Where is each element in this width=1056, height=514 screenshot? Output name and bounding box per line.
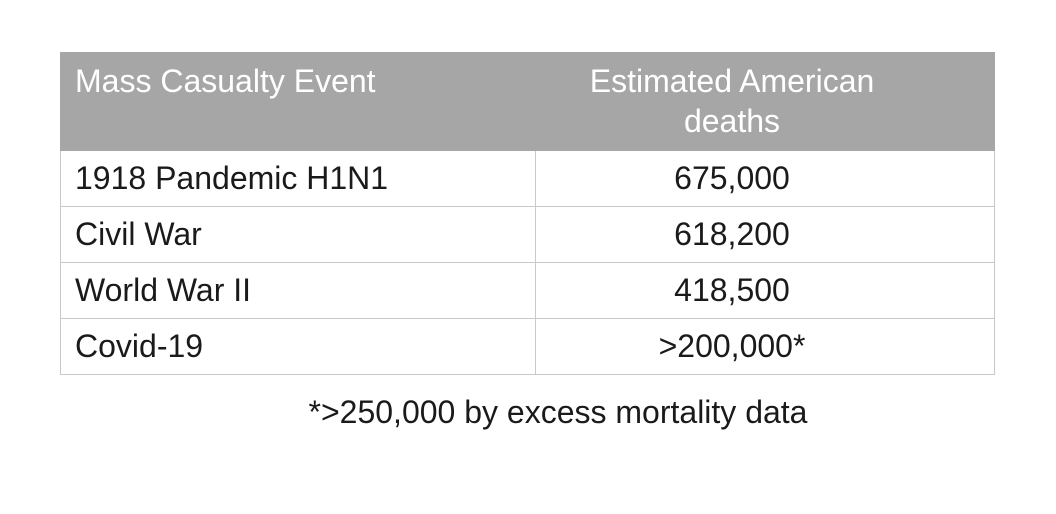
table-row [61, 263, 995, 319]
event-cell: Covid-19 [61, 319, 536, 375]
header-row [61, 53, 995, 151]
casualty-table [60, 52, 995, 375]
footnote: *>250,000 by excess mortality data [308, 394, 808, 430]
deaths-cell: >200,000* [536, 319, 995, 375]
table-row [61, 207, 995, 263]
event-cell: 1918 Pandemic H1N1 [61, 151, 536, 207]
table-row [61, 151, 995, 207]
event-cell: World War II [61, 263, 536, 319]
deaths-cell: 618,200 [536, 207, 995, 263]
table-header [61, 53, 995, 151]
table-row [61, 319, 995, 375]
deaths-cell: 418,500 [536, 263, 995, 319]
header-event: Mass Casualty Event [61, 53, 536, 151]
header-deaths: Estimated American deaths [536, 53, 995, 151]
deaths-cell: 675,000 [536, 151, 995, 207]
event-cell: Civil War [61, 207, 536, 263]
table-body [61, 151, 995, 375]
